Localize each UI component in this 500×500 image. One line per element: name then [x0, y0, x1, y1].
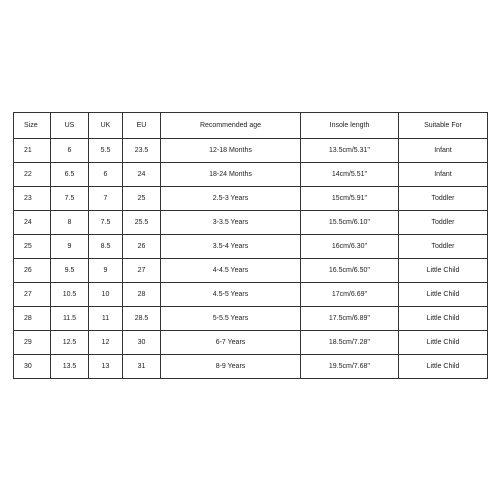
- cell-uk: 12: [89, 331, 123, 355]
- cell-us: 9: [51, 235, 89, 259]
- cell-size: 23: [14, 187, 51, 211]
- header-suitable-for: Suitable For: [399, 113, 488, 139]
- cell-eu: 28.5: [123, 307, 161, 331]
- cell-uk: 6: [89, 163, 123, 187]
- table-row: [14, 211, 488, 235]
- cell-eu: 30: [123, 331, 161, 355]
- header-insole-length: Insole length: [301, 113, 399, 139]
- cell-eu: 27: [123, 259, 161, 283]
- cell-recommended-age: 18-24 Months: [161, 163, 301, 187]
- cell-suitable-for: Little Child: [399, 331, 488, 355]
- cell-recommended-age: 3-3.5 Years: [161, 211, 301, 235]
- cell-eu: 31: [123, 355, 161, 379]
- size-chart-table: [13, 112, 488, 379]
- table-row: [14, 307, 488, 331]
- cell-size: 24: [14, 211, 51, 235]
- cell-size: 25: [14, 235, 51, 259]
- table-row: [14, 235, 488, 259]
- cell-suitable-for: Little Child: [399, 355, 488, 379]
- cell-recommended-age: 8-9 Years: [161, 355, 301, 379]
- cell-insole-length: 19.5cm/7.68'': [301, 355, 399, 379]
- cell-suitable-for: Toddler: [399, 187, 488, 211]
- cell-uk: 10: [89, 283, 123, 307]
- cell-suitable-for: Toddler: [399, 211, 488, 235]
- cell-size: 29: [14, 331, 51, 355]
- cell-us: 9.5: [51, 259, 89, 283]
- cell-size: 27: [14, 283, 51, 307]
- cell-size: 28: [14, 307, 51, 331]
- cell-us: 6: [51, 139, 89, 163]
- cell-eu: 23.5: [123, 139, 161, 163]
- cell-us: 7.5: [51, 187, 89, 211]
- cell-us: 11.5: [51, 307, 89, 331]
- cell-size: 30: [14, 355, 51, 379]
- cell-uk: 5.5: [89, 139, 123, 163]
- cell-suitable-for: Little Child: [399, 283, 488, 307]
- cell-eu: 25.5: [123, 211, 161, 235]
- cell-insole-length: 15cm/5.91'': [301, 187, 399, 211]
- cell-uk: 13: [89, 355, 123, 379]
- cell-eu: 25: [123, 187, 161, 211]
- cell-insole-length: 18.5cm/7.28'': [301, 331, 399, 355]
- cell-suitable-for: Little Child: [399, 259, 488, 283]
- cell-us: 6.5: [51, 163, 89, 187]
- cell-recommended-age: 2.5-3 Years: [161, 187, 301, 211]
- cell-eu: 28: [123, 283, 161, 307]
- header-us: US: [51, 113, 89, 139]
- cell-recommended-age: 5-5.5 Years: [161, 307, 301, 331]
- table-row: [14, 283, 488, 307]
- cell-us: 12.5: [51, 331, 89, 355]
- cell-suitable-for: Infant: [399, 139, 488, 163]
- table-row: [14, 139, 488, 163]
- cell-recommended-age: 4.5-5 Years: [161, 283, 301, 307]
- cell-size: 22: [14, 163, 51, 187]
- table-header-row: [14, 113, 488, 139]
- cell-us: 13.5: [51, 355, 89, 379]
- cell-uk: 7: [89, 187, 123, 211]
- table-row: [14, 259, 488, 283]
- cell-recommended-age: 6-7 Years: [161, 331, 301, 355]
- header-recommended-age: Recommended age: [161, 113, 301, 139]
- cell-insole-length: 13.5cm/5.31'': [301, 139, 399, 163]
- table-row: [14, 163, 488, 187]
- table-body: [14, 139, 488, 379]
- cell-us: 10.5: [51, 283, 89, 307]
- cell-insole-length: 16cm/6.30'': [301, 235, 399, 259]
- cell-size: 21: [14, 139, 51, 163]
- cell-uk: 8.5: [89, 235, 123, 259]
- cell-suitable-for: Toddler: [399, 235, 488, 259]
- cell-insole-length: 16.5cm/6.50'': [301, 259, 399, 283]
- cell-uk: 7.5: [89, 211, 123, 235]
- cell-eu: 24: [123, 163, 161, 187]
- cell-insole-length: 17.5cm/6.89'': [301, 307, 399, 331]
- header-size: Size: [14, 113, 51, 139]
- cell-insole-length: 17cm/6.69'': [301, 283, 399, 307]
- table-row: [14, 187, 488, 211]
- cell-size: 26: [14, 259, 51, 283]
- cell-recommended-age: 3.5-4 Years: [161, 235, 301, 259]
- cell-eu: 26: [123, 235, 161, 259]
- cell-suitable-for: Little Child: [399, 307, 488, 331]
- cell-us: 8: [51, 211, 89, 235]
- cell-uk: 11: [89, 307, 123, 331]
- cell-suitable-for: Infant: [399, 163, 488, 187]
- cell-recommended-age: 4-4.5 Years: [161, 259, 301, 283]
- cell-insole-length: 15.5cm/6.10'': [301, 211, 399, 235]
- cell-recommended-age: 12-18 Months: [161, 139, 301, 163]
- header-eu: EU: [123, 113, 161, 139]
- cell-insole-length: 14cm/5.51'': [301, 163, 399, 187]
- cell-uk: 9: [89, 259, 123, 283]
- table-row: [14, 331, 488, 355]
- table-row: [14, 355, 488, 379]
- header-uk: UK: [89, 113, 123, 139]
